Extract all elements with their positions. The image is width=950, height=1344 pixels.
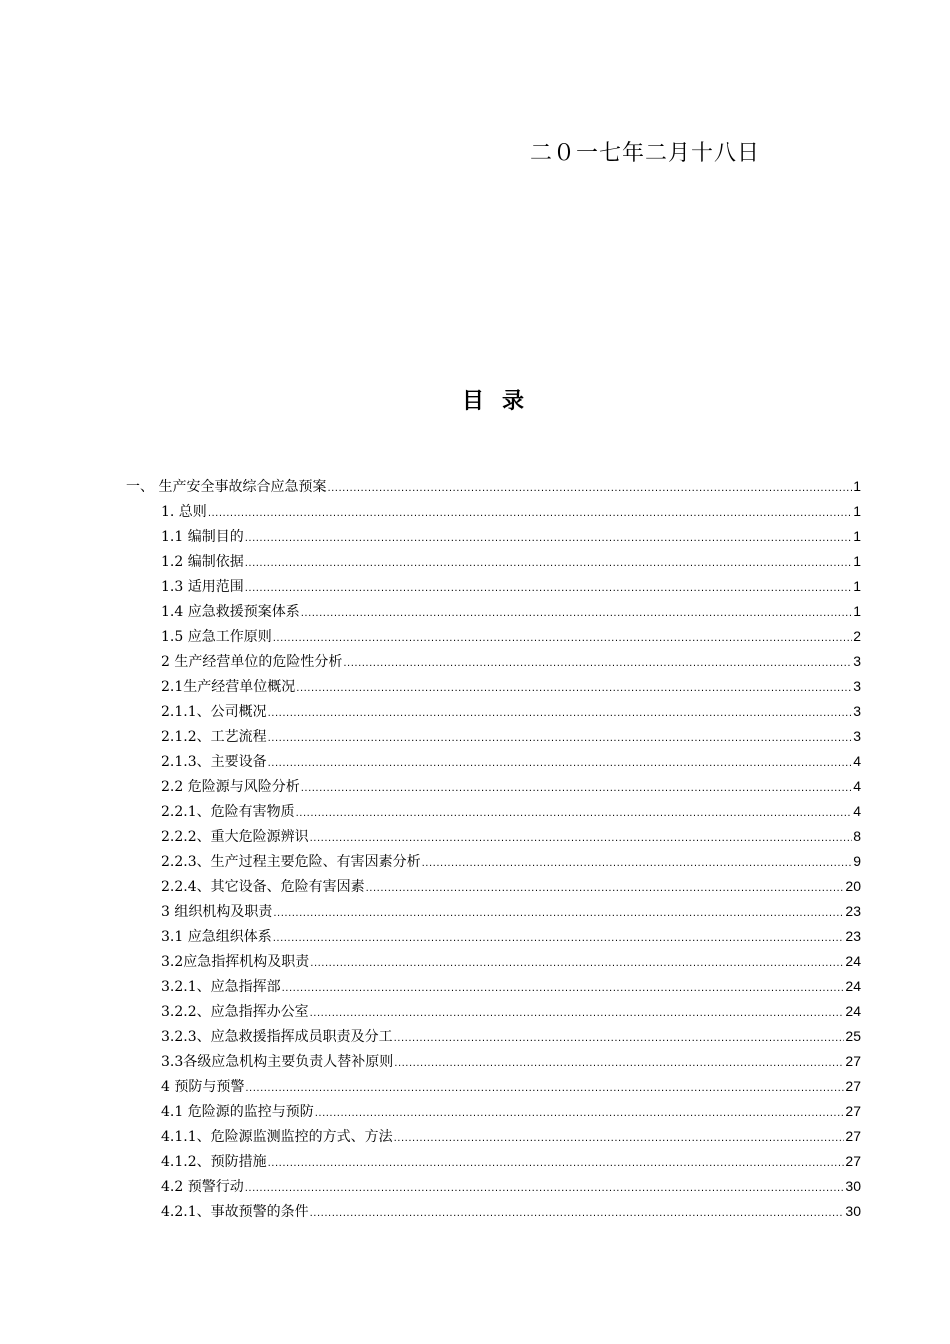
- toc-entry[interactable]: [161, 924, 861, 949]
- toc-leader-dots: [310, 951, 844, 976]
- toc-entry-label: 2.2.1、危险有害物质: [161, 804, 295, 820]
- toc-leader-dots: [394, 1126, 845, 1151]
- toc-entry[interactable]: [161, 799, 861, 824]
- toc-entry-page: 25: [845, 1028, 861, 1044]
- toc-entry-label: 2.1.3、主要设备: [161, 754, 267, 770]
- toc-entry-label: 3.2.3、应急救援指挥成员职责及分工: [161, 1029, 393, 1045]
- toc-entry-label: 3.2应急指挥机构及职责: [161, 954, 310, 970]
- toc-entry-page: 24: [845, 953, 861, 969]
- toc-entry-page: 27: [845, 1128, 861, 1144]
- toc-entry-label: 2.2.4、其它设备、危险有害因素: [161, 879, 365, 895]
- toc-entry-page: 23: [845, 903, 861, 919]
- toc-entry-page: 9: [853, 853, 861, 869]
- toc-entry[interactable]: [161, 599, 861, 624]
- toc-entry[interactable]: [161, 999, 861, 1024]
- toc-entry[interactable]: [161, 499, 861, 524]
- toc-entry-label: 2.1.2、工艺流程: [161, 729, 267, 745]
- toc-entry[interactable]: [161, 824, 861, 849]
- toc-entry-label: 1.4 应急救援预案体系: [161, 604, 300, 620]
- toc-entry-label: 4 预防与预警: [161, 1079, 245, 1095]
- toc-entry-page: 24: [845, 1003, 861, 1019]
- toc-entry-page: 30: [845, 1178, 861, 1194]
- toc-entry-label: 4.2 预警行动: [161, 1179, 244, 1195]
- toc-entry-page: 3: [853, 653, 861, 669]
- toc-entry-label: 4.1.1、危险源监测监控的方式、方法: [161, 1129, 393, 1145]
- toc-entry-label: 2.2.2、重大危险源辨识: [161, 829, 309, 845]
- toc-entry-page: 27: [845, 1103, 861, 1119]
- toc-entry-page: 3: [853, 728, 861, 744]
- toc-entry-label: 1. 总则: [161, 504, 207, 520]
- toc-entry-label: 3.2.1、应急指挥部: [161, 979, 281, 995]
- toc-entry-page: 1: [853, 528, 861, 544]
- toc-entry-page: 2: [853, 628, 861, 644]
- toc-leader-dots: [310, 1001, 845, 1026]
- toc-leader-dots: [273, 626, 852, 651]
- toc-leader-dots: [422, 851, 853, 876]
- toc-leader-dots: [268, 751, 853, 776]
- toc-leader-dots: [310, 826, 853, 851]
- toc-entry-label: 2.1生产经营单位概况: [161, 679, 296, 695]
- toc-entry[interactable]: [161, 699, 861, 724]
- toc-entry[interactable]: [161, 749, 861, 774]
- toc-entry[interactable]: [161, 899, 861, 924]
- toc-entry[interactable]: [126, 474, 861, 499]
- toc-entry-page: 23: [845, 928, 861, 944]
- toc-entry-page: 27: [845, 1078, 861, 1094]
- toc-leader-dots: [245, 1076, 844, 1101]
- toc-entry-label: 1.1 编制目的: [161, 529, 244, 545]
- toc-entry[interactable]: [161, 1099, 861, 1124]
- toc-entry[interactable]: [161, 1049, 861, 1074]
- toc-entry-label: 4.1.2、预防措施: [161, 1154, 267, 1170]
- toc-entry-label: 2.2.3、生产过程主要危险、有害因素分析: [161, 854, 421, 870]
- toc-entry[interactable]: [161, 874, 861, 899]
- toc-leader-dots: [245, 551, 852, 576]
- toc-leader-dots: [273, 926, 845, 951]
- toc-entry-page: 24: [845, 978, 861, 994]
- toc-entry-label: 3.3各级应急机构主要负责人替补原则: [161, 1054, 394, 1070]
- toc-entry[interactable]: [161, 774, 861, 799]
- toc-entry[interactable]: [161, 849, 861, 874]
- toc-entry[interactable]: [161, 674, 861, 699]
- toc-entry-page: 8: [853, 828, 861, 844]
- toc-entry-page: 1: [853, 553, 861, 569]
- toc-heading-char-2: 录: [502, 389, 527, 414]
- toc-entry-label: 3 组织机构及职责: [161, 904, 273, 920]
- toc-entry-page: 3: [853, 678, 861, 694]
- toc-leader-dots: [245, 576, 852, 601]
- toc-entry-page: 4: [853, 803, 861, 819]
- toc-entry[interactable]: [161, 524, 861, 549]
- toc-leader-dots: [273, 901, 844, 926]
- toc-leader-dots: [327, 476, 852, 501]
- toc-leader-dots: [301, 776, 852, 801]
- toc-entry[interactable]: [161, 549, 861, 574]
- document-date: 二０一七年二月十八日: [530, 141, 761, 166]
- toc-entry-page: 1: [853, 603, 861, 619]
- toc-entry-page: 4: [853, 778, 861, 794]
- toc-entry-page: 4: [853, 753, 861, 769]
- toc-entry[interactable]: [161, 1199, 861, 1224]
- toc-entry-page: 1: [853, 503, 861, 519]
- toc-entry-label: 4.1 危险源的监控与预防: [161, 1104, 314, 1120]
- toc-entry-label: 3.1 应急组织体系: [161, 929, 272, 945]
- toc-entry[interactable]: [161, 949, 861, 974]
- toc-entry-page: 30: [845, 1203, 861, 1219]
- toc-entry[interactable]: [161, 1174, 861, 1199]
- toc-entry-label: 2 生产经营单位的危险性分析: [161, 654, 343, 670]
- toc-leader-dots: [394, 1051, 844, 1076]
- toc-entry-label: 2.1.1、公司概况: [161, 704, 267, 720]
- toc-entry-label: 4.2.1、事故预警的条件: [161, 1204, 309, 1220]
- toc-entry[interactable]: [161, 649, 861, 674]
- toc-entry-page: 1: [853, 578, 861, 594]
- toc-entry-page: 27: [845, 1053, 861, 1069]
- toc-entry-label: 一、 生产安全事故综合应急预案: [126, 479, 327, 495]
- toc-entry-label: 1.3 适用范围: [161, 579, 244, 595]
- toc-leader-dots: [343, 651, 852, 676]
- toc-entry[interactable]: [161, 574, 861, 599]
- toc-leader-dots: [245, 1176, 845, 1201]
- toc-entry-page: 20: [845, 878, 861, 894]
- toc-leader-dots: [394, 1026, 845, 1051]
- toc-entry[interactable]: [161, 1024, 861, 1049]
- toc-leader-dots: [296, 801, 853, 826]
- toc-entry-page: 3: [853, 703, 861, 719]
- toc-entry[interactable]: [161, 1149, 861, 1174]
- toc-entry[interactable]: [161, 624, 861, 649]
- toc-leader-dots: [310, 1201, 845, 1226]
- toc-heading: [0, 384, 950, 415]
- toc-heading-char-1: 目: [461, 389, 486, 414]
- toc-leader-dots: [268, 726, 853, 751]
- toc-entry[interactable]: [161, 724, 861, 749]
- toc-leader-dots: [296, 676, 852, 701]
- toc-entry-page: 1: [853, 478, 861, 494]
- toc-leader-dots: [282, 976, 845, 1001]
- toc-leader-dots: [315, 1101, 845, 1126]
- toc-entry[interactable]: [161, 974, 861, 999]
- toc-entry[interactable]: [161, 1124, 861, 1149]
- toc-leader-dots: [366, 876, 845, 901]
- toc-leader-dots: [268, 701, 853, 726]
- toc-entry-label: 2.2 危险源与风险分析: [161, 779, 300, 795]
- toc-leader-dots: [268, 1151, 845, 1176]
- toc-leader-dots: [208, 501, 852, 526]
- toc-leader-dots: [301, 601, 852, 626]
- toc-entry-page: 27: [845, 1153, 861, 1169]
- toc-entry-label: 1.2 编制依据: [161, 554, 244, 570]
- toc-leader-dots: [245, 526, 852, 551]
- toc-entry-label: 3.2.2、应急指挥办公室: [161, 1004, 309, 1020]
- toc-entry[interactable]: [161, 1074, 861, 1099]
- toc-entry-label: 1.5 应急工作原则: [161, 629, 272, 645]
